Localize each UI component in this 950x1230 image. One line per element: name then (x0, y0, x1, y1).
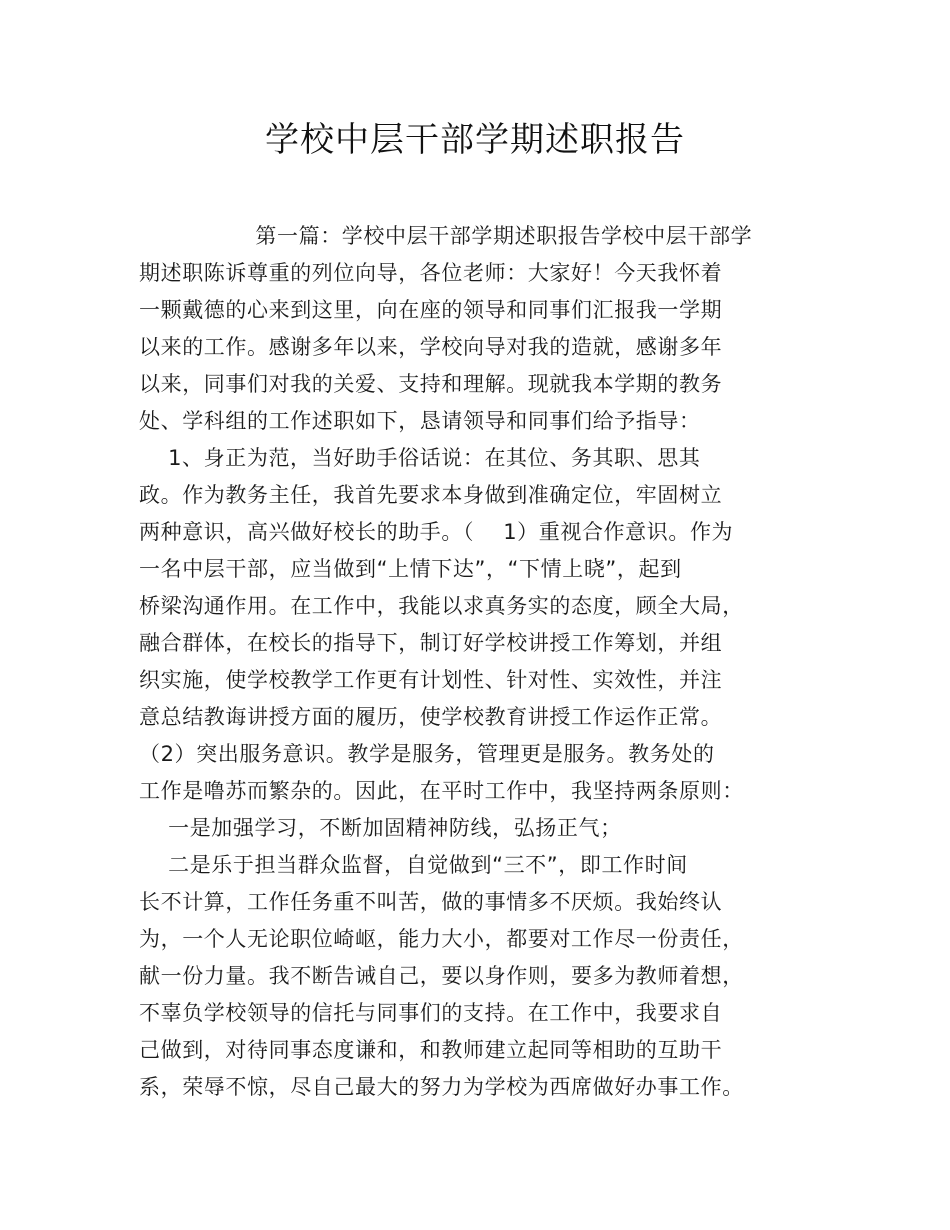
body-line: 不辜负学校领导的信托与同事们的支持。在工作中，我要求自 (139, 1001, 723, 1025)
body-line: 工作是噜苏而繁杂的。因此，在平时工作中，我坚持两条原则： (139, 779, 744, 803)
body-line: 一是加强学习，不断加固精神防线，弘扬正气； (139, 816, 622, 840)
body-line: 以来的工作。感谢多年以来，学校向导对我的造就，感谢多年 (139, 335, 723, 359)
body-line: 献一份力量。我不断告诫自己，要以身作则，要多为教师着想， (139, 964, 744, 988)
body-line: 期述职陈诉尊重的列位向导，各位老师：大家好！今天我怀着 (139, 261, 723, 285)
body-line: （2）突出服务意识。教学是服务，管理更是服务。教务处的 (139, 742, 715, 766)
body-line: 桥梁沟通作用。在工作中，我能以求真务实的态度，顾全大局， (139, 594, 744, 618)
body-line: 以来，同事们对我的关爱、支持和理解。现就我本学期的教务 (139, 372, 723, 396)
body-line: 第一篇：学校中层干部学期述职报告学校中层干部学 (139, 224, 753, 248)
body-line: 融合群体，在校长的指导下，制订好学校讲授工作筹划，并组 (139, 631, 723, 655)
body-line: 政。作为教务主任，我首先要求本身做到准确定位，牢固树立 (139, 483, 723, 507)
document-title: 学校中层干部学期述职报告 (265, 120, 685, 160)
body-line: 为，一个人无论职位崎岖，能力大小，都要对工作尽一份责任， (139, 927, 744, 951)
body-line: 己做到，对待同事态度谦和，和教师建立起同等相助的互助干 (139, 1038, 723, 1062)
body-line: 一颗戴德的心来到这里，向在座的领导和同事们汇报我一学期 (139, 298, 723, 322)
body-line: 二是乐于担当群众监督，自觉做到“三不”，即工作时间 (139, 853, 688, 877)
body-line: 织实施，使学校教学工作更有计划性、针对性、实效性，并注 (139, 668, 723, 692)
body-line: 1、身正为范，当好助手俗话说：在其位、务其职、思其 (139, 446, 701, 470)
body-line: 一名中层干部，应当做到“上情下达”，“下情上晓”，起到 (139, 557, 682, 581)
body-line: 两种意识，高兴做好校长的助手。（ 1）重视合作意识。作为 (139, 520, 734, 544)
body-line: 处、学科组的工作述职如下，恳请领导和同事们给予指导： (139, 409, 701, 433)
body-line: 长不计算，工作任务重不叫苦，做的事情多不厌烦。我始终认 (139, 890, 723, 914)
body-line: 系，荣辱不惊，尽自己最大的努力为学校为西席做好办事工作。 (139, 1075, 744, 1099)
body-line: 意总结教诲讲授方面的履历，使学校教育讲授工作运作正常。 (139, 705, 723, 729)
document-body (139, 218, 779, 1106)
